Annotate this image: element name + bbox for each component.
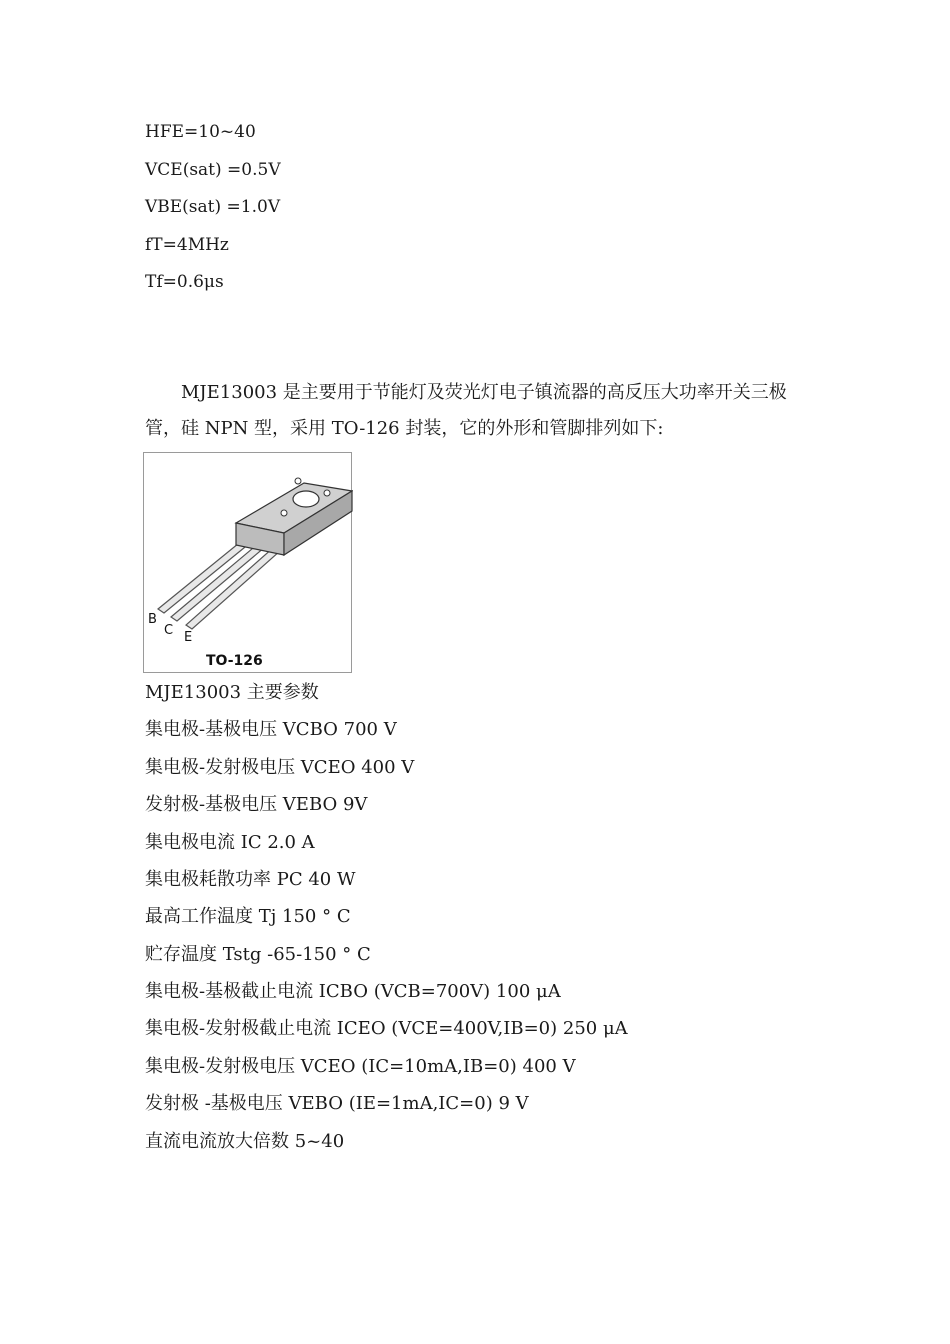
param-vebo-test: 发射极 -基极电压 VEBO (IE=1mA,IC=0) 9 V: [145, 1093, 529, 1114]
params-title: MJE13003 主要参数: [145, 682, 319, 703]
param-pc: 集电极耗散功率 PC 40 W: [145, 869, 356, 890]
mounting-hole: [293, 491, 319, 507]
package-figure: [143, 452, 352, 673]
to126-illustration: [144, 453, 353, 674]
spec-hfe: HFE=10~40: [145, 122, 256, 142]
param-vceo-test: 集电极-发射极电压 VCEO (IC=10mA,IB=0) 400 V: [145, 1056, 576, 1077]
param-hfe: 直流电流放大倍数 5~40: [145, 1131, 345, 1152]
spec-tf: Tf=0.6μs: [145, 272, 224, 292]
lead-b: [158, 539, 250, 613]
param-vcbo: 集电极-基极电压 VCBO 700 V: [145, 719, 397, 740]
param-vebo: 发射极-基极电压 VEBO 9V: [145, 794, 368, 815]
pin-label-c: C: [164, 623, 174, 638]
pin-label-b: B: [148, 612, 157, 627]
param-iceo: 集电极-发射极截止电流 ICEO (VCE=400V,IB=0) 250 μA: [145, 1018, 628, 1039]
lead-e: [186, 547, 280, 629]
param-tstg: 贮存温度 Tstg -65-150 ° C: [145, 944, 371, 965]
intro-paragraph: MJE13003 是主要用于节能灯及荧光灯电子镇流器的高反压大功率开关三极管，硅 NPN 型，采用 TO-126 封装，它的外形和管脚排列如下:: [145, 382, 787, 439]
spec-vce-sat: VCE(sat) =0.5V: [145, 160, 281, 180]
param-vceo: 集电极-发射极电压 VCEO 400 V: [145, 757, 415, 778]
package-label: TO-126: [206, 653, 263, 669]
param-icbo: 集电极-基极截止电流 ICBO (VCB=700V) 100 μA: [145, 981, 561, 1002]
spec-vbe-sat: VBE(sat) =1.0V: [145, 197, 281, 217]
pin-label-e: E: [184, 630, 193, 645]
lead-c: [171, 543, 265, 621]
spec-ft: fT=4MHz: [145, 235, 229, 255]
param-ic: 集电极电流 IC 2.0 A: [145, 832, 315, 853]
param-tj: 最高工作温度 Tj 150 ° C: [145, 906, 351, 927]
